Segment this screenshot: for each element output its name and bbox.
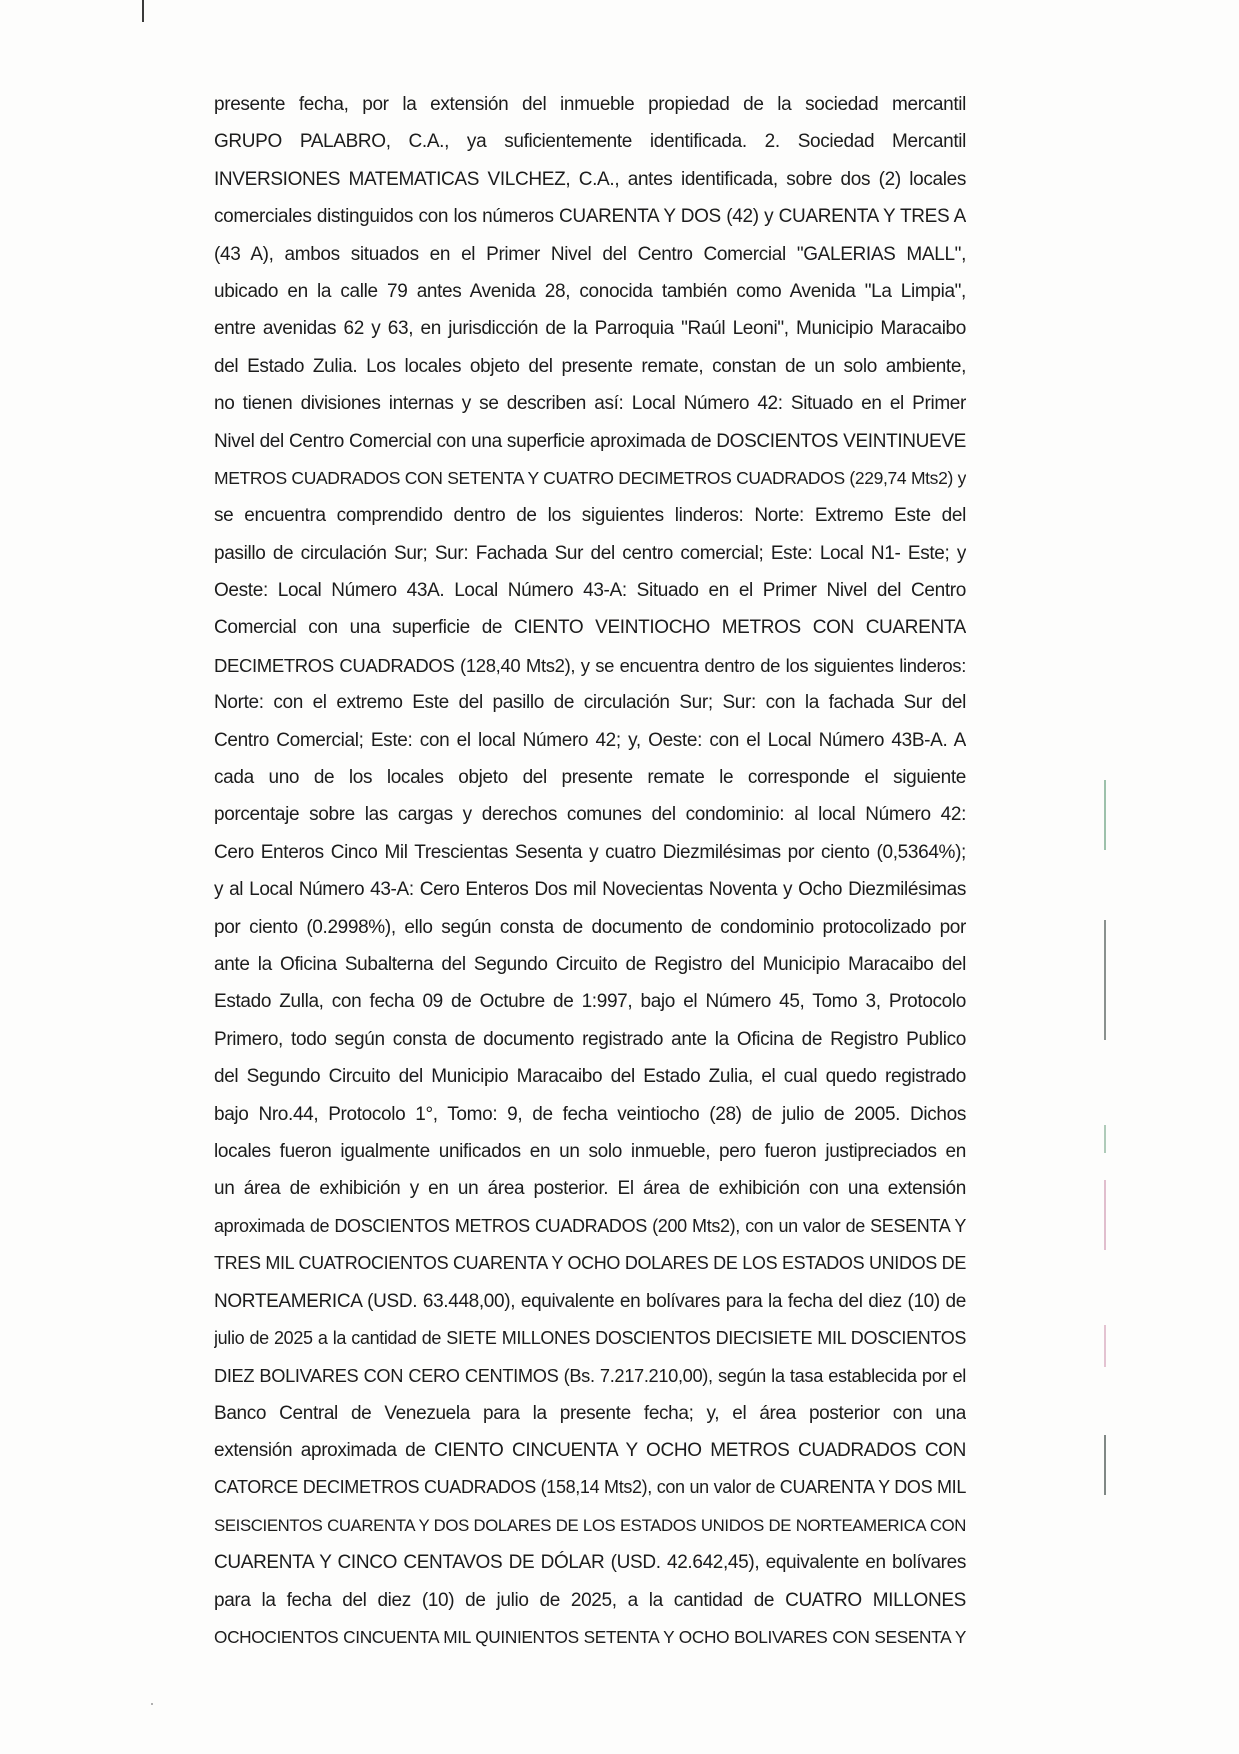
document-line: DIEZ BOLIVARES CON CERO CENTIMOS (Bs. 7.217.210,00), según la tasa establecida por el [214,1365,966,1387]
document-line: ubicado en la calle 79 antes Avenida 28, conocida también como Avenida "La Limpia", [214,280,966,302]
document-line: locales fueron igualmente unificados en un solo inmueble, pero fueron justipreciados en [214,1140,966,1162]
document-line: pasillo de circulación Sur; Sur: Fachada Sur del centro comercial; Este: Local N1- Este; y [214,542,966,564]
document-line: GRUPO PALABRO, C.A., ya suficientemente identificada. 2. Sociedad Mercantil [214,131,966,153]
document-line: ante la Oficina Subalterna del Segundo Circuito de Registro del Municipio Maracaibo del [214,953,966,975]
document-line: Cero Enteros Cinco Mil Trescientas Sesenta y cuatro Diezmilésimas por ciento (0,5364%); [214,841,966,863]
document-line: Banco Central de Venezuela para la presente fecha; y, el área posterior con una [214,1402,966,1424]
document-line: Oeste: Local Número 43A. Local Número 43-A: Situado en el Primer Nivel del Centro [214,580,966,602]
document-line: porcentaje sobre las cargas y derechos comunes del condominio: al local Número 42: [214,804,966,826]
document-line: comerciales distinguidos con los números CUARENTA Y DOS (42) y CUARENTA Y TRES A [214,206,966,228]
document-line: bajo Nro.44, Protocolo 1°, Tomo: 9, de fecha veintiocho (28) de julio de 2005. Dichos [214,1103,966,1125]
document-line: aproximada de DOSCIENTOS METROS CUADRADOS (200 Mts2), con un valor de SESENTA Y [214,1215,966,1236]
document-line: un área de exhibición y en un área posterior. El área de exhibición con una extensión [214,1178,966,1200]
document-line: Norte: con el extremo Este del pasillo de circulación Sur; Sur: con la fachada Sur del [214,692,966,714]
document-line: TRES MIL CUATROCIENTOS CUARENTA Y OCHO DOLARES DE LOS ESTADOS UNIDOS DE [214,1253,966,1274]
scan-stripe [1104,1180,1106,1250]
document-line: cada uno de los locales objeto del presente remate le corresponde el siguiente [214,767,966,789]
document-line: entre avenidas 62 y 63, en jurisdicción de la Parroquia "Raúl Leoni", Municipio Maracaibo [214,318,966,340]
scan-edge-stripes [1104,780,1110,1500]
document-line: INVERSIONES MATEMATICAS VILCHEZ, C.A., antes identificada, sobre dos (2) locales [214,168,966,190]
document-line: presente fecha, por la extensión del inmueble propiedad de la sociedad mercantil [214,94,966,115]
scan-stripe [1104,920,1106,1040]
scan-stripe [1104,1125,1106,1153]
document-line: julio de 2025 a la cantidad de SIETE MILLONES DOSCIENTOS DIECISIETE MIL DOSCIENTOS [214,1327,966,1348]
document-line: CATORCE DECIMETROS CUADRADOS (158,14 Mts2), con un valor de CUARENTA Y DOS MIL [214,1477,966,1498]
document-line: OCHOCIENTOS CINCUENTA MIL QUINIENTOS SETENTA Y OCHO BOLIVARES CON SESENTA Y [214,1627,966,1648]
document-line: y al Local Número 43-A: Cero Enteros Dos mil Novecientas Noventa y Ocho Diezmilésimas [214,879,966,901]
scan-stripe [1104,1435,1106,1495]
scan-artifact-dot [151,1703,153,1705]
document-line: Estado Zulla, con fecha 09 de Octubre de 1:997, bajo el Número 45, Tomo 3, Protocolo [214,991,966,1013]
document-line: Primero, todo según consta de documento registrado ante la Oficina de Registro Publico [214,1028,966,1050]
scan-stripe [1104,780,1106,850]
document-line: del Estado Zulia. Los locales objeto del presente remate, constan de un solo ambiente, [214,355,966,377]
document-line: SEISCIENTOS CUARENTA Y DOS DOLARES DE LOS ESTADOS UNIDOS DE NORTEAMERICA CON [214,1515,966,1535]
document-line: (43 A), ambos situados en el Primer Nivel del Centro Comercial "GALERIAS MALL", [214,243,966,265]
document-line: no tienen divisiones internas y se describen así: Local Número 42: Situado en el Primer [214,393,966,415]
document-line: NORTEAMERICA (USD. 63.448,00), equivalente en bolívares para la fecha del diez (10) de [214,1290,966,1312]
document-line: extensión aproximada de CIENTO CINCUENTA Y OCHO METROS CUADRADOS CON [214,1440,966,1462]
scan-artifact-mark [142,0,144,22]
document-body [214,86,966,1656]
document-line: se encuentra comprendido dentro de los siguientes linderos: Norte: Extremo Este del [214,505,966,527]
document-line: DECIMETROS CUADRADOS (128,40 Mts2), y se encuentra dentro de los siguientes linderos: [214,654,966,676]
document-line: METROS CUADRADOS CON SETENTA Y CUATRO DECIMETROS CUADRADOS (229,74 Mts2) y [214,467,966,488]
document-line: del Segundo Circuito del Municipio Maracaibo del Estado Zulia, el cual quedo registrado [214,1066,966,1088]
document-line: Centro Comercial; Este: con el local Número 42; y, Oeste: con el Local Número 43B-A. A [214,729,966,751]
document-line: para la fecha del diez (10) de julio de 2025, a la cantidad de CUATRO MILLONES [214,1589,966,1611]
document-line: Comercial con una superficie de CIENTO VEINTIOCHO METROS CON CUARENTA [214,617,966,639]
document-line: por ciento (0.2998%), ello según consta de documento de condominio protocolizado por [214,916,966,938]
document-line: Nivel del Centro Comercial con una superficie aproximada de DOSCIENTOS VEINTINUEVE [214,430,966,452]
scan-stripe [1104,1325,1106,1367]
document-line: CUARENTA Y CINCO CENTAVOS DE DÓLAR (USD. 42.642,45), equivalente en bolívares [214,1552,966,1574]
